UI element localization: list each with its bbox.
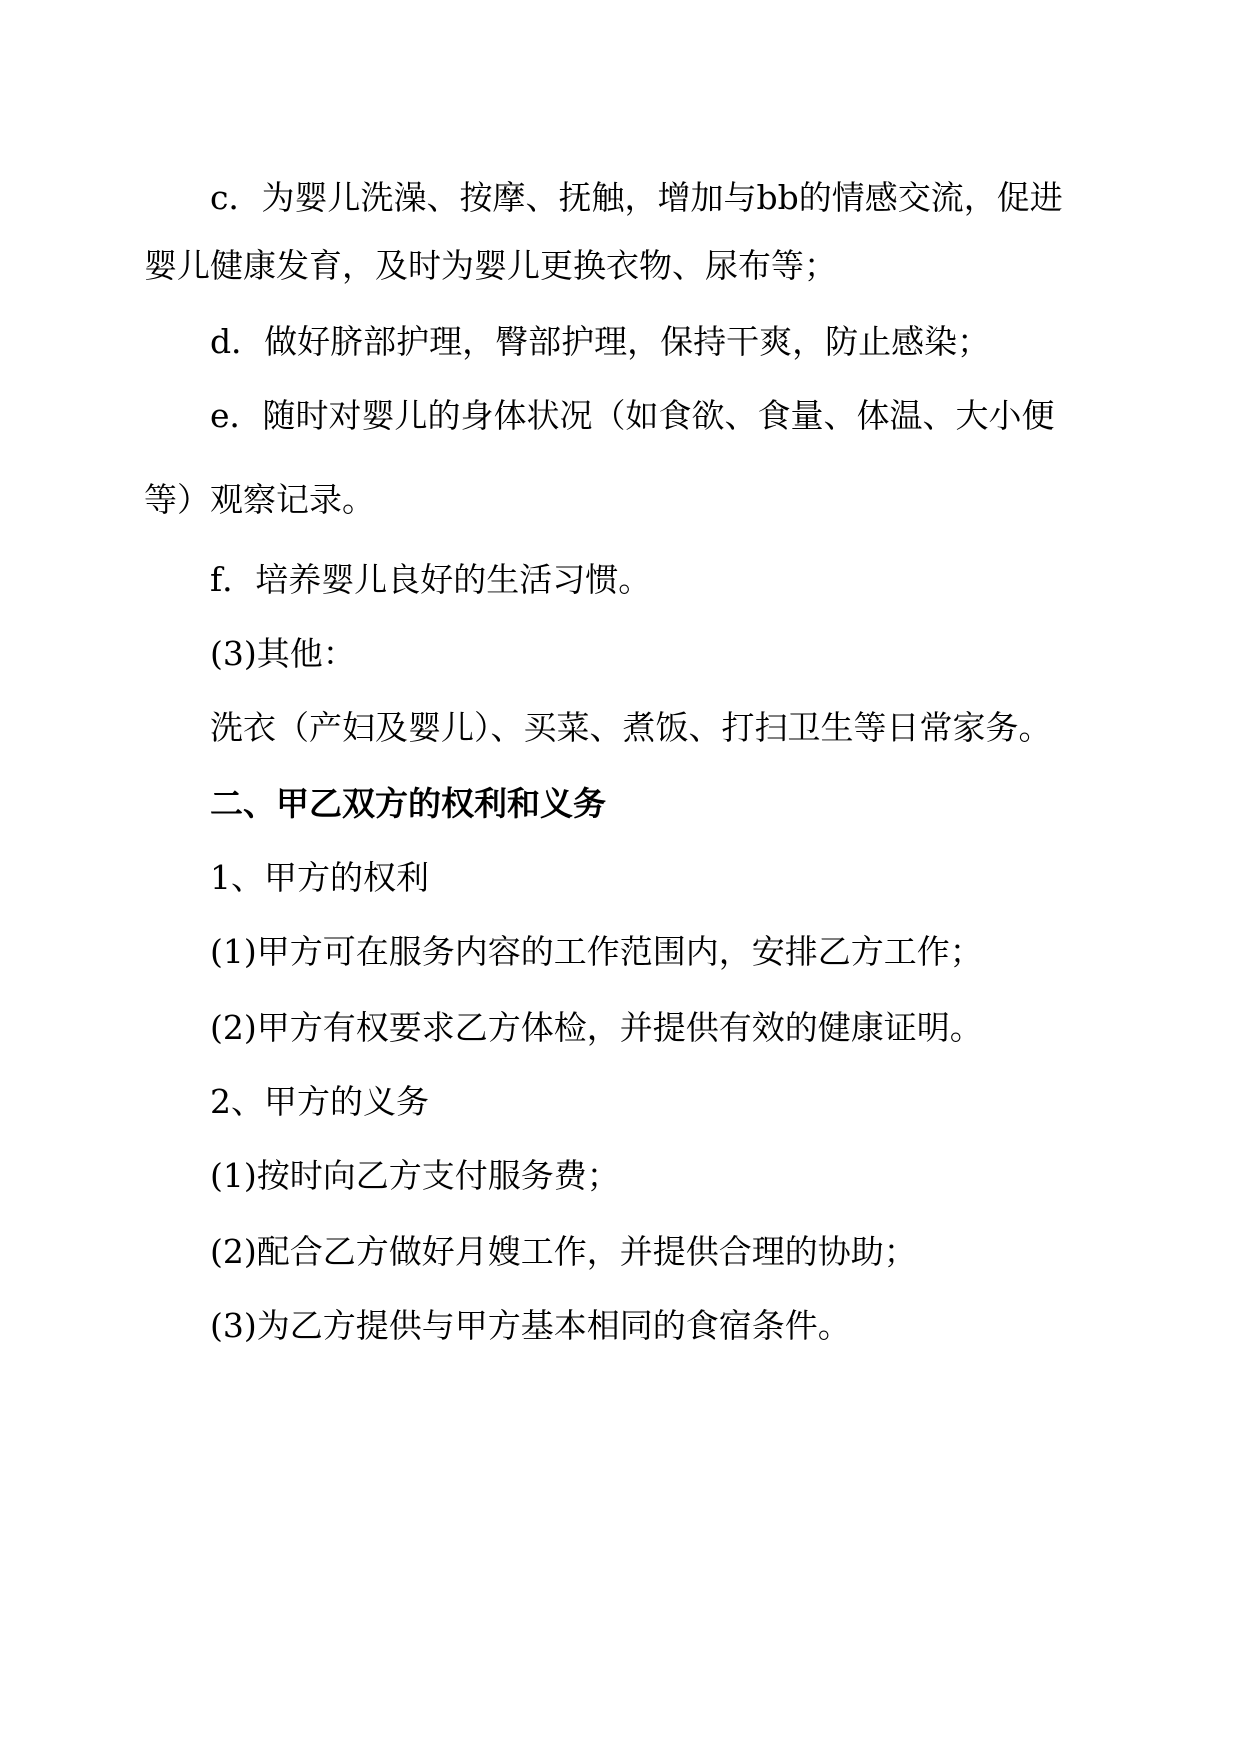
party-a-duty-1: (1)按时向乙方支付服务费； (210, 1156, 620, 1195)
party-a-duties-heading: 2、甲方的义务 (210, 1082, 429, 1121)
paragraph-d: d．做好脐部护理，臀部护理，保持干爽，防止感染； (210, 322, 991, 361)
section-other-heading: (3)其他： (210, 634, 356, 673)
paragraph-c-line-1: c．为婴儿洗澡、按摩、抚触，增加与bb的情感交流，促进 (210, 178, 1063, 217)
paragraph-e-line-2: 等）观察记录。 (144, 480, 375, 519)
paragraph-e-line-1: e．随时对婴儿的身体状况（如食欲、食量、体温、大小便 (210, 396, 1055, 435)
paragraph-f: f．培养婴儿良好的生活习惯。 (210, 560, 652, 599)
party-a-duty-3: (3)为乙方提供与甲方基本相同的食宿条件。 (210, 1306, 851, 1345)
paragraph-other-content: 洗衣（产妇及婴儿）、买菜、煮饭、打扫卫生等日常家务。 (210, 708, 1052, 747)
party-a-duty-2: (2)配合乙方做好月嫂工作，并提供合理的协助； (210, 1232, 917, 1271)
paragraph-c-line-2: 婴儿健康发育，及时为婴儿更换衣物、尿布等； (144, 246, 837, 285)
party-a-right-1: (1)甲方可在服务内容的工作范围内，安排乙方工作； (210, 932, 983, 971)
party-a-right-2: (2)甲方有权要求乙方体检，并提供有效的健康证明。 (210, 1008, 983, 1047)
party-a-rights-heading: 1、甲方的权利 (210, 858, 429, 897)
section-two-heading: 二、甲乙双方的权利和义务 (210, 784, 606, 823)
